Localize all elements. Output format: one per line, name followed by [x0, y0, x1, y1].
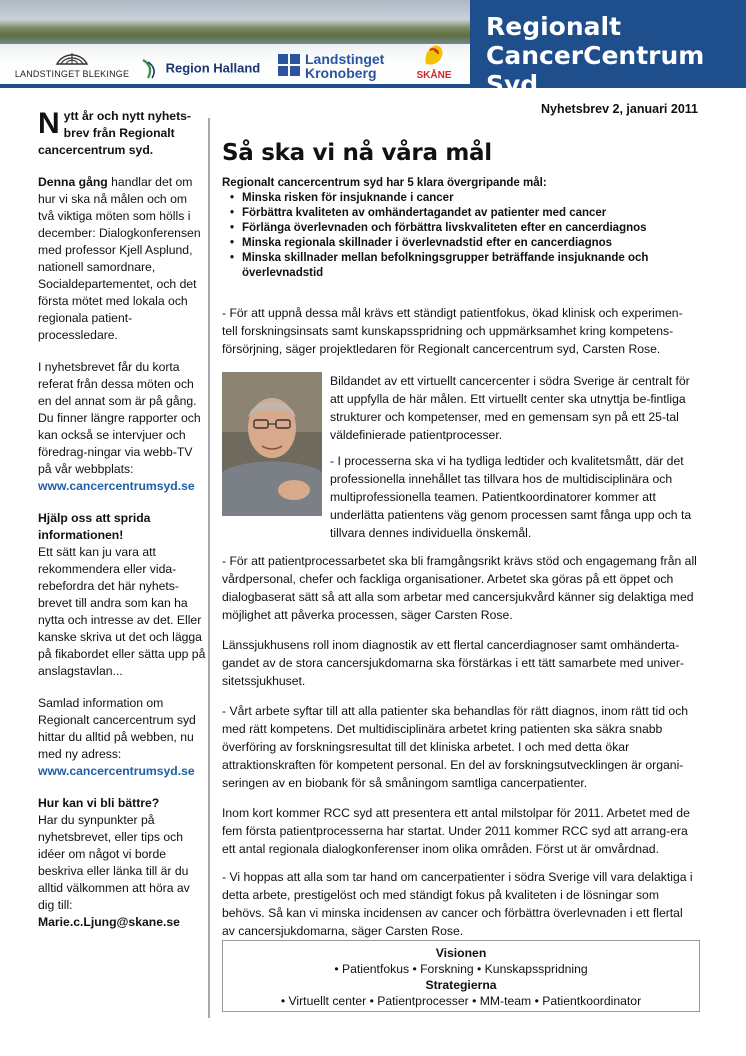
skane-griffin-icon [420, 42, 448, 68]
vision-heading: Visionen [435, 946, 487, 960]
goal-item: • Förlänga överlevnaden och förbättra livskvaliteten efter en cancerdiagnos [242, 221, 700, 236]
logo-kronoberg-line1: Landstinget [305, 51, 385, 67]
halland-leaf-icon [140, 58, 158, 80]
sidebar-heading-help: Hjälp oss att sprida informationen! [38, 511, 151, 542]
strategy-heading: Strategierna [425, 978, 497, 992]
column-divider [208, 118, 210, 1018]
banner-title-line1: Regionalt [486, 12, 622, 41]
article-paragraph-3: - I processerna ska vi ha tydliga ledtider och kvalitetsmått, där det professionella innehållet tas tillvara hos de multidisciplinära och multiprofessionella teamen. Patientkoordinatorer kommer att underlätta patientens väg genom processen samt fånga upp och ta tillvara dennes individuella önskemål. [330, 454, 692, 540]
logo-kronoberg-line2: Kronoberg [305, 65, 377, 81]
logo-halland-label: Region Halland [165, 60, 261, 76]
sidebar-heading-improve: Hur kan vi bli bättre? [38, 796, 160, 810]
goal-item: • Minska regionala skillnader i överlevnadstid efter en cancerdiagnos [242, 236, 700, 251]
article-paragraph-7: Inom kort kommer RCC syd att presentera ett antal milstolpar för 2011. Arbetet med de fem första patientprocesserna har startat. Under 2011 kommer RCC syd att arrang-era ett antal regionala dialogkonferenser inom olika områden. Först ut är omvårdnad. [222, 806, 690, 856]
sidebar [38, 108, 206, 946]
article-paragraph-5: Länssjukhusens roll inom diagnostik av ett flertal cancerdiagnoser samt omhänderta-gandet av de stora cancersjukdomarna ska förstärkas i ett tätt samarbete med univer-sitetssjukhuset. [222, 638, 684, 688]
article-paragraph-2: Bildandet av ett virtuellt cancercenter i södra Sverige är centralt för att uppfylla de här målen. Ett virtuellt center ska utnyttja be-fintliga strukturer och kompetenser, med en gemensam syn på ett 25-tal väldefinierade patientprocesser. [330, 374, 690, 442]
banner-title [486, 12, 742, 99]
goal-item: • Minska risken för insjuknande i cancer [242, 191, 700, 206]
kronoberg-squares-icon [278, 54, 300, 76]
logo-skane [408, 42, 460, 81]
website-link-1[interactable]: www.cancercentrumsyd.se [38, 479, 195, 493]
sidebar-paragraph-5 [38, 795, 206, 931]
article-paragraph-1: - För att uppnå dessa mål krävs ett ständigt patientfokus, ökad klinisk och experimen-tell forskningsinsats samt kunskapsspridning och uppmärksamhet kring kompetens-försörjning, säger projektledaren för Regionalt cancercentrum syd, Carsten Rose. [222, 306, 683, 356]
article-paragraph-6: - Vårt arbete syftar till att alla patienter ska behandlas för rätt diagnos, inom rätt tid och med rätt kompetens. Det multidisciplinära arbetet kring patienten ska säkra snabb överföring av forskningsresultat till det kliniska arbetet. I och med detta ökar attraktionskraften för kompetent personal. En del av forskningsutvecklingen är organi-seringen av en biobank för så småningom samtliga cancerpatienter. [222, 704, 689, 790]
sidebar-paragraph-1 [38, 174, 206, 344]
sidebar-p1-text: handlar det om hur vi ska nå målen och om två viktiga möten som hölls i december: Dialogkonferensen med professor Kjell Asplund, nationell samordnare, Socialdepartementet, och det första mötet med lokala och regionala patient-processledare. [38, 175, 201, 342]
goal-item: • Minska skillnader mellan befolkningsgrupper beträffande insjuknande och överlevnadstid [242, 251, 700, 281]
logo-halland [140, 58, 260, 80]
banner-title-line2: CancerCentrum Syd [486, 41, 705, 99]
goals-intro: Regionalt cancercentrum syd har 5 klara övergripande mål: [222, 177, 547, 189]
article-paragraph-8: - Vi hoppas att alla som tar hand om cancerpatienter i södra Sverige vill vara delaktiga i detta arbete, prestigelöst och med ständigt fokus på kvaliteten i de lösningar som behövs. Så kan vi minska incidensen av cancer och förbättra överlevnaden i ett flertal av cancersjukdomarna, säger Carsten Rose. [222, 870, 693, 938]
portrait-photo [222, 372, 322, 516]
sidebar-paragraph-3 [38, 510, 206, 680]
logo-skane-label: SKÅNE [416, 70, 452, 81]
logo-blekinge [12, 50, 132, 79]
dropcap: N [38, 107, 60, 140]
crown-icon [55, 50, 89, 66]
portrait-illustration [222, 372, 322, 516]
sidebar-paragraph-2 [38, 359, 206, 495]
sidebar-p3-text: Ett sätt kan ju vara att rekommendera eller vida-rebefordra det här nyhets-brevet till andra som kan ha nytta och intresse av det. Eller kanske skriva ut det och lägga på fikabordet eller sätta upp på anslagstavlan... [38, 545, 206, 678]
website-link-2[interactable]: www.cancercentrumsyd.se [38, 764, 195, 778]
contact-email[interactable]: Marie.c.Ljung@skane.se [38, 915, 180, 929]
goal-item: • Förbättra kvaliteten av omhändertagandet av patienter med cancer [242, 206, 700, 221]
vision-items: • Patientfokus • Forskning • Kunskapsspridning [334, 962, 588, 976]
sidebar-p1-bold: Denna gång [38, 175, 108, 189]
sidebar-p2-text: I nyhetsbrevet får du korta referat från dessa möten och en del annat som är på gång. Du finner längre rapporter och kan också se intervjuer och föredrag-ningar via webb-TV på vår webbplats: [38, 360, 201, 476]
goals-list [222, 191, 700, 281]
issue-label: Nyhetsbrev 2, januari 2011 [540, 102, 698, 116]
sidebar-intro-text: ytt år och nytt nyhets-brev från Regionalt cancercentrum syd. [38, 109, 191, 157]
sidebar-intro [38, 108, 206, 159]
sidebar-p4-text: Samlad information om Regionalt cancercentrum syd hittar du alltid på webben, nu med ny adress: [38, 696, 196, 761]
vision-strategy-box [222, 940, 700, 1012]
strategy-items: • Virtuellt center • Patientprocesser • MM-team • Patientkoordinator [280, 994, 642, 1008]
logo-blekinge-label: LANDSTINGET BLEKINGE [14, 69, 130, 79]
header [0, 0, 746, 99]
article-paragraph-4: - För att patientprocessarbetet ska bli framgångsrikt krävs stöd och engagemang från all vårdpersonal, chefer och fackliga organisationer. Arbetet ska göras på ett öppet och dialogbaserat sätt så att alla som arbetar med cancersjukvård känner sig delaktiga med möjlighet att påverka processen, säger Carsten Rose. [222, 554, 697, 622]
sidebar-paragraph-4 [38, 695, 206, 780]
sidebar-p5-text: Har du synpunkter på nyhetsbrevet, eller tips och idéer om något vi borde beskriva eller länka till är du alltid välkommen att höra av dig till: [38, 813, 190, 912]
article-title: Så ska vi nå våra mål [222, 140, 492, 166]
goals-block [222, 176, 700, 281]
